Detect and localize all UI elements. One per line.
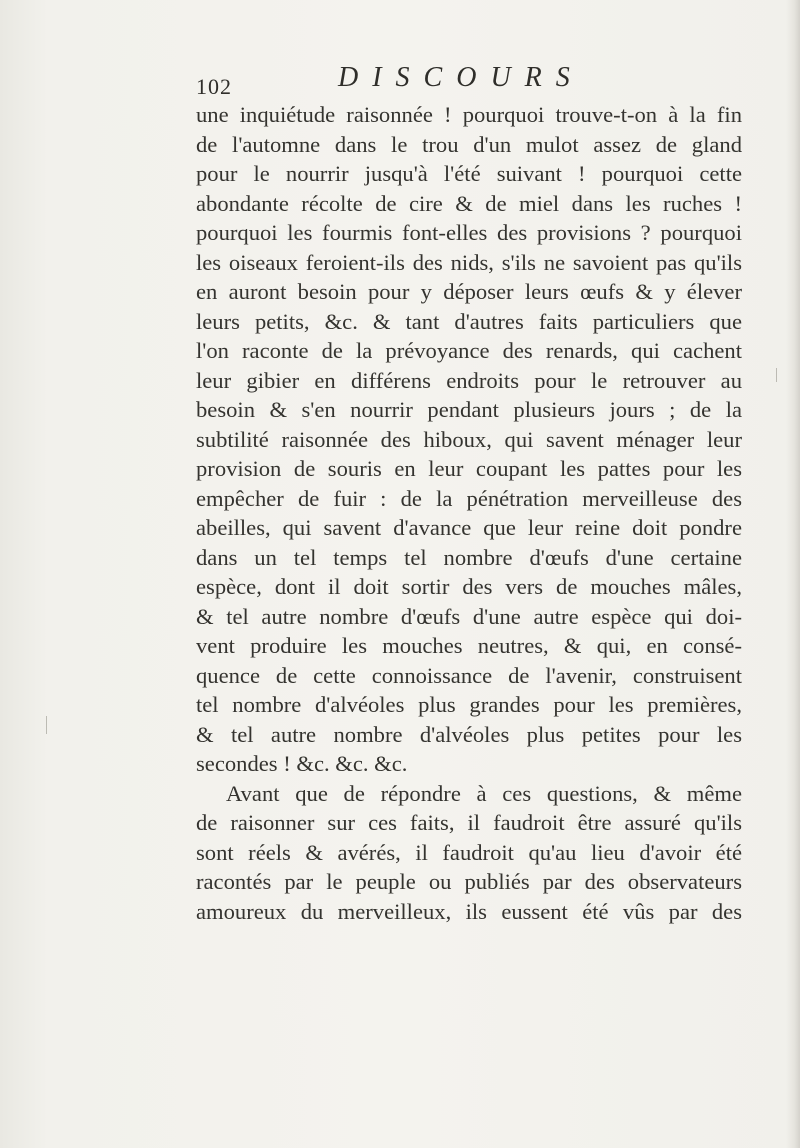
text-line: racontés par le peuple ou publiés par des observateurs — [196, 869, 742, 894]
page-header — [196, 62, 616, 98]
page-edge-shadow — [786, 0, 800, 1148]
text-line: de raisonner sur ces faits, il faudroit être assuré qu'ils — [196, 810, 742, 835]
paragraph-start-line: Avant que de répondre à ces questions, & même — [226, 780, 742, 806]
text-line: & tel autre nombre d'alvéoles plus petites pour les — [196, 721, 742, 747]
text-line: une inquiétude raisonnée ! pourquoi trouve-t-on à la fin — [196, 102, 742, 127]
text-line: leurs petits, &c. & tant d'autres faits particuliers que — [196, 308, 742, 334]
text-line: abeilles, qui savent d'avance que leur reine doit pondre — [196, 515, 742, 540]
margin-mark — [46, 716, 47, 734]
text-line: abondante récolte de cire & de miel dans les ruches ! — [196, 190, 742, 216]
text-line: sont réels & avérés, il faudroit qu'au lieu d'avoir été — [196, 839, 742, 865]
text-line: empêcher de fuir : de la pénétration merveilleuse des — [196, 485, 742, 511]
text-line: espèce, dont il doit sortir des vers de mouches mâles, — [196, 574, 742, 599]
paragraph-end-line: secondes ! &c. &c. &c. — [196, 751, 408, 776]
text-line: subtilité raisonnée des hiboux, qui savent ménager leur — [196, 426, 742, 452]
text-line: & tel autre nombre d'œufs d'une autre espèce qui doi- — [196, 603, 742, 629]
text-line: provision de souris en leur coupant les pattes pour les — [196, 456, 742, 481]
text-line: leur gibier en différens endroits pour le retrouver au — [196, 367, 742, 393]
text-line: l'on raconte de la prévoyance des renards, qui cachent — [196, 338, 742, 363]
text-line: vent produire les mouches neutres, & qui, en consé- — [196, 633, 742, 658]
text-line: tel nombre d'alvéoles plus grandes pour les premières, — [196, 692, 742, 717]
text-line: pour le nourrir jusqu'à l'été suivant ! pourquoi cette — [196, 161, 742, 186]
body-text — [196, 100, 742, 926]
text-line: dans un tel temps tel nombre d'œufs d'une certaine — [196, 544, 742, 570]
text-line: de l'automne dans le trou d'un mulot assez de gland — [196, 131, 742, 157]
text-line: les oiseaux feroient-ils des nids, s'ils ne savoient pas qu'ils — [196, 249, 742, 275]
running-head: DISCOURS — [338, 62, 584, 93]
page-number: 102 — [196, 74, 232, 99]
text-line: besoin & s'en nourrir pendant plusieurs jours ; de la — [196, 397, 742, 422]
text-line: pourquoi les fourmis font-elles des provisions ? pourquoi — [196, 220, 742, 245]
text-line: amoureux du merveilleux, ils eussent été vûs par des — [196, 898, 742, 924]
text-line: quence de cette connoissance de l'avenir, construisent — [196, 662, 742, 688]
margin-mark — [776, 368, 777, 382]
text-line: en auront besoin pour y déposer leurs œufs & y élever — [196, 279, 742, 304]
